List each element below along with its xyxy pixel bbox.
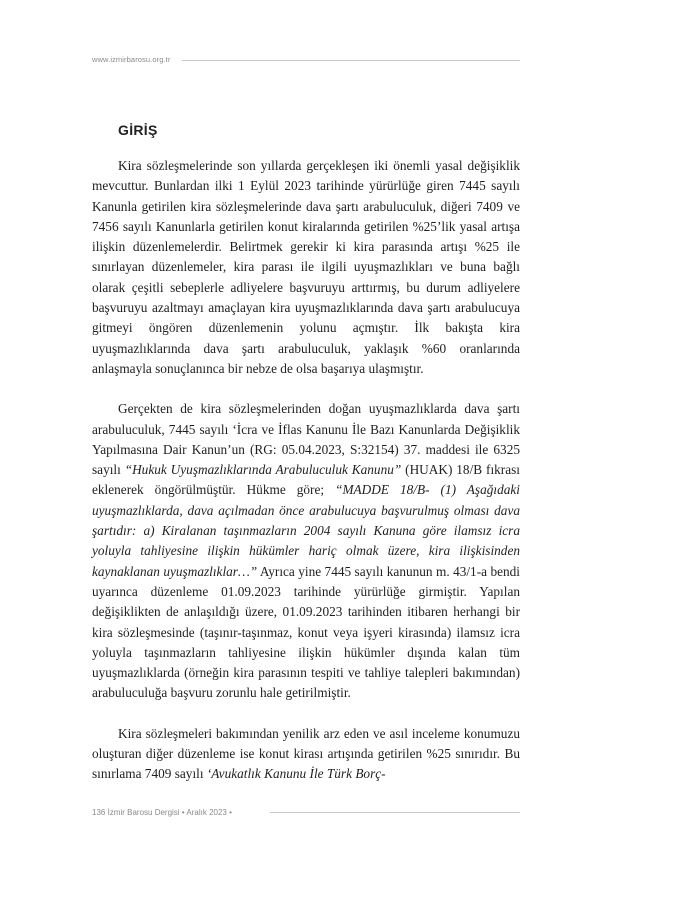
section-heading: GİRİŞ [118, 122, 158, 138]
paragraph-2-text-1: Gerçekten de kira sözleşmelerinden doğan uyuşmazlıklarda dava şartı arabuluculuk, 7445 sayılı ‘İcra ve İflas Kanunu İle Bazı Kanunlarda Değişiklik Yapılmasına Dair Kanun’un (RG: 05.04.2023, S:32154) 37. maddesi ile 6325 sayılı [92, 401, 520, 478]
paragraph-2-italic-1: “Hukuk Uyuşmazlıklarında Arabuluculuk Kanunu” [124, 462, 402, 478]
header-url: www.izmirbarosu.org.tr [92, 55, 171, 64]
paragraph-2-italic-2: “MADDE 18/B- (1) Aşağıdaki uyuşmazlıklarda, dava açılmadan önce arabulucuya başvurulmuş olması dava şartıdır: a) Kiralanan taşınmazların 2004 sayılı Kanuna göre ilamsız icra yoluyla tahliyesine ilişkin hükümler hariç olmak üzere, kira ilişkisinden kaynaklanan uyuşmazlıklar…” [92, 482, 520, 579]
header-rule [182, 60, 520, 61]
paragraph-3-text-1: Kira sözleşmeleri bakımından yenilik arz eden ve asıl inceleme konumuzu oluşturan diğer düzenleme ise konut kirası artışında getirilen %25 sınırıdır. Bu sınırlama 7409 sayılı [92, 725, 520, 782]
footer-text: 136 İzmir Barosu Dergisi • Aralık 2023 • [92, 808, 232, 817]
footer-rule [270, 812, 520, 813]
paragraph-3-italic-1: ‘Avukatlık Kanunu İle Türk Borç- [206, 766, 386, 782]
paragraph-3 [92, 724, 520, 785]
body-text [92, 156, 520, 805]
paragraph-1: Kira sözleşmelerinde son yıllarda gerçekleşen iki önemli yasal değişiklik mevcuttur. Bunlardan ilki 1 Eylül 2023 tarihinde yürürlüğe giren 7445 sayılı Kanunla getirilen kira sözleşmelerinde dava şartı arabuluculuk, diğeri 7409 ve 7456 sayılı Kanunlarla getirilen konut kiralarında getirilen %25’lik yasal artışa ilişkin düzenlemelerdir. Belirtmek gerekir ki kira parasında artışı %25 ile sınırlayan düzenlemeler, kira parası ile ilgili uyuşmazlıkları ve buna bağlı olarak çeşitli sebeplerle adliyelere başvuruyu arttırmış, bu durum adliyelere başvuruyu azaltmayı amaçlayan kira uyuşmazlıklarında dava şartı arabulucuya gitmeyi öngören düzenlemenin yolunu açmıştır. İlk bakışta kira uyuşmazlıklarında dava şartı arabuluculuk, yaklaşık %60 oranlarında anlaşmayla sonuçlanınca bir nebze de olsa başarıya ulaşmıştır. [92, 158, 520, 376]
paragraph-2-text-3: Ayrıca yine 7445 sayılı kanunun m. 43/1-a bendi uyarınca düzenleme 01.09.2023 tarihinde yürürlüğe girmiştir. Yapılan değişiklikten de anlaşıldığı üzere, 01.09.2023 tarihinden itibaren herhangi bir kira sözleşmesinde (taşınır-taşınmaz, konut veya işyeri kirasında) ilamsız icra yoluyla taşınmazların tahliyesine ilişkin hükümler dışında kalan tüm uyuşmazlıklarda (örneğin kira parasının tespiti ve tahliye talepleri bakımından) arabuluculuğa başvuru zorunlu hale getirilmiştir. [92, 563, 520, 701]
paragraph-2 [92, 399, 520, 703]
paragraph-2-text-2: (HUAK) 18/B fıkrası eklenerek öngörülmüştür. Hükme göre; [92, 462, 520, 498]
